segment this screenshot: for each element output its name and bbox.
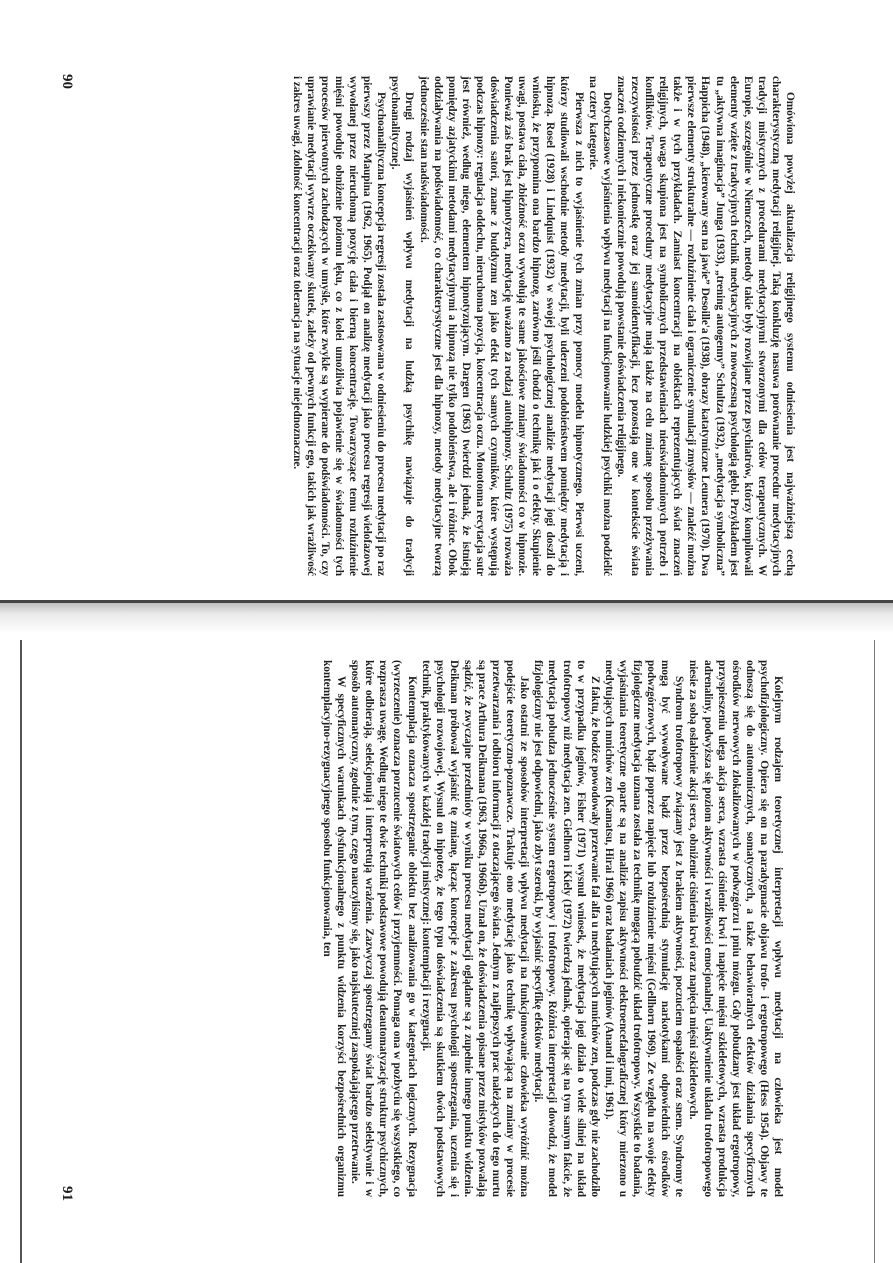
- paragraph: Kontemplacja oznacza spostrzeganie obiektu bez analizowania go w kategoriach logicznych. Rezygnacja (wyrzeczenie) oznacza porzucenie światowych celów i przyjemności. Pomaga ona w pozbyciu się wszystkiego, co rozprasza uwagę. Według niego te dwie techniki podstawowe powodują deautomatyzację struktur psychicznych, które odbierają, selekcjonują i interpretują wrażenia. Zazwyczaj spostrzegamy świat bardzo selektywnie i w sposób automatyczny, zgodnie z tym, czego nauczyliśmy się, jako najskuteczniej zaspokajającego przetrwanie.: [349, 660, 418, 1197]
- paragraph: Drugi rodzaj wyjaśnień wpływu medytacji na ludzką psychikę nawiązuje do tradycji psychoanalitycznej.: [389, 76, 416, 576]
- paragraph: Omówiona powyżej aktualizacja religijnego systemu odniesienia jest najważniejszą cechą charakterystyczną medytacji religijnej. Taką konkluzję nasuwa porównanie procedur medytacyjnych tradycji mistycznych z procedurami medytacyjnymi stworzonymi dla celów terapeutycznych. W Europie, szczególnie w Niemczech, metody takie były rozwijane przez psychiatrów, którzy kompilowali elementy wzięte z tradycyjnych technik medytacyjnych z nowoczesną psychologią głębi. Przykładem jest tu „aktywna imaginacja” Junga (1933), „trening autogenny” Schultza (1932), „medytacja symboliczna” Happicha (1948), „kierowany sen na jawie” Desoille'a (1938), obrazy katatymiczne Leunera (1970). Dwa pierwsze elementy strukturalne — rozluźnienie ciała i ograniczenie symulacji zmysłów — znaleźć można także i w tych przykładach. Zamiast koncentracji na obiektach reprezentujących świat znaczeń religijnych, uwaga skupiona jest na symbolicznych przedstawieniach nieuświadomionych potrzeb i konfliktów. Terapeutyczne procedury medytacyjne mają także na celu zmianę sposobu przeżywania rzeczywistości przez jednostkę oraz jej samoidentyfikacji, lecz pozostają one w kontekście świata znaczeń codziennych i niekoniecznie powodują powstanie doświadczenia religijnego.: [614, 76, 796, 576]
- gutter-shadow: [0, 603, 893, 633]
- paragraph: Pierwsza z nich to wyjaśnienie tych zmian przy pomocy modelu hipnotycznego. Pierwsi uczeni, którzy studiowali wschodnie metody medytacji, byli uderzeni podobieństwem pomiędzy medytacją i hipnozą. Rosel (1928) i Lindquist (1932) w swojej psychologicznej analizie medytacji jogi doszli do wniosku, że przypomina ona bardzo hipnozę, zarówno jeśli chodzi o technikę jak i o efekty. Skupienie uwagi, postawa ciała, zbieżność oczu wywołują te same jakościowe zmiany świadomości co w hipnozie. Ponieważ zaś brak jest hipnotyzera, medytację uważano za rodzaj autohipnozy. Schultz (1975) rozważa doświadczenia satori, znane z buddyzmu zen jako efekt tych samych czynników, które występują podczas hipnozy: regulacja oddechu, nieruchoma pozycja, koncentracja oczu. Monotonna recytacja sutr jest również, według niego, elementem hipnotyzującym. Dargen (1963) twierdzi jednak, że istnieją pomiędzy azjatyckimi metodami medytacyjnymi a hipnozą nie tylko podobieństwa, ale i różnice. Obok oddziaływania na podświadomość, co charakterystyczne jest dla hipnozy, metody medytacyjne tworzą jednocześnie stan nadświadomości.: [417, 76, 585, 576]
- paragraph: Dotychczasowe wyjaśnienia wpływu medytacji na funkcjonowanie ludzkiej psychiki można podzielić na cztery kategorie.: [586, 76, 613, 576]
- paragraph: Z faktu, że bodźce powodowały przerwanie fal alfa u medytujących mnichów zen, podczas gdy nie zachodziło to w przypadku joginów, Fisher (1971) wysnuł wniosek, że medytacja jogi działa o wiele silniej na układ trofotropowy niż medytacja zen. Gielhorn i Kiely (1972) twierdzą jednak, opierając się na tym samym fakcie, że medytacja pobudza jednocześnie system ergotropowy i trofotropowy. Różnica interpretacji dowodzi, że model fizjologiczny nie jest odpowiedni, jako zbyt szeroki, by wyjaśnić specyfikę efektów medytacji.: [532, 660, 601, 1197]
- paragraph: Syndrom trofotropowy związany jest z brakiem aktywności, poczuciem ospałości oraz snem. Syndromy te mogą być wywoływane bądź przez bezpośrednią stymulację narkotykami odpowiednich ośrodków podwzgórzowych, bądź poprzez napięcie lub rozluźnienie mięśni (Gellhorn 1969). Ze względu na swoje efekty fizjologiczne medytacja uznana została za technikę mogącą pobudzić układ trofotropowy. Wszystkie to badania, wyjaśniania teoretyczne oparte są na analizie zapisu aktywności elektroencefalograficznej który mierzono u medytujących mnichów zen (Kamatsu, Hirai 1966) oraz badaniach joginów (Anand i inni, 1961).: [602, 660, 686, 1197]
- page-number: 90: [59, 74, 75, 89]
- left-page: [0, 0, 893, 610]
- paragraph: Kolejnym rodzajem teoretycznej interpretacji wpływu medytacji na człowieka jest model psychofizjologiczny. Opiera się on na paradygmacie objawu trofo- i ergotropowego (Hess 1954). Objawy te odnoszą się do autonomicznych, somatycznych, a także behawioralnych efektów działania specyficznych ośrodków nerwowych zlokalizowanych w podwzgórzu i pniu mózgu. Gdy pobudzany jest układ ergotropowy, przyspieszeniu ulega akcja serca, wzrasta ciśnienie krwi i napięcie mięśni szkieletowych, wzrasta produkcja adrenaliny, podwyższa się poziom aktywności i wrażliwości emocjonalnej. Uaktywnienie układu trofotropowego niesie za sobą osłabienie akcji serca, obniżenie ciśnienia krwi oraz napięcia mięśni szkieletowych.: [687, 660, 784, 1197]
- paragraph: Jako ostatni ze sposobów interpretacji wpływu medytacji na funkcjonowanie człowieka wyróżnić można podejście teoretyczno-poznawcze. Traktuje ono medytację jako technikę wpływającą na zmiany w procesie przetwarzania i odbioru informacji z otaczającego świata. Jednym z najlepszych prac należących do tego nurtu są prace Arthura Deikmana (1963, 1966a, 1966b). Uznał on, że doświadczenia opisane przez mistyków pozwalają sądzić, że zwyczajne przedmioty w wyniku procesu medytacji oglądane są z zupełnie innego punktu widzenia. Deikman próbował wyjaśnić tę zmianę, łącząc koncepcje z zakresu psychologii spostrzegania, uczenia się i psychologii rozwojowej. Wysnuł on hipotezę, że tego typu doświadczenia są skutkiem dwóch podstawowych technik, praktykowanych w każdej tradycji mistycznej: kontemplacji i rezygnacji.: [419, 660, 531, 1197]
- page-number: 91: [59, 1186, 75, 1201]
- paragraph: Psychoanalityczna koncepcja regresji została zastosowana w odniesieniu do procesu medytacji po raz pierwszy przez Maupina (1962, 1965). Podjął on analizę medytacji jako procesu regresji wielofazowej wywołanej przez nieruchomą pozycję ciała i bierną koncentrację. Towarzyszące temu rozluźnienie mięśni powoduje obniżenie poziomu lęku, co z kolei umożliwia pojawienie się w świadomości tych procesów pierwotnych zachodzących w umyśle, które zwykle są wypierane do podświadomości. To, czy uprawianie medytacji wywrze oczekiwany skutek, zależy od pewnych funkcji ego, takich jak wrażliwość i zakres uwagi, zdolność koncentracji oraz tolerancja na sytuacje niejednoznaczne.: [290, 76, 388, 576]
- paragraph: W specyficznych warunkach dysfunkcjonalnego z punktu widzenia korzyści bezpośrednich organizmu kontemplacyjno-rezygnacyjnego sposobu funkcjonowania, ten: [321, 660, 348, 1197]
- right-page: [0, 640, 893, 1263]
